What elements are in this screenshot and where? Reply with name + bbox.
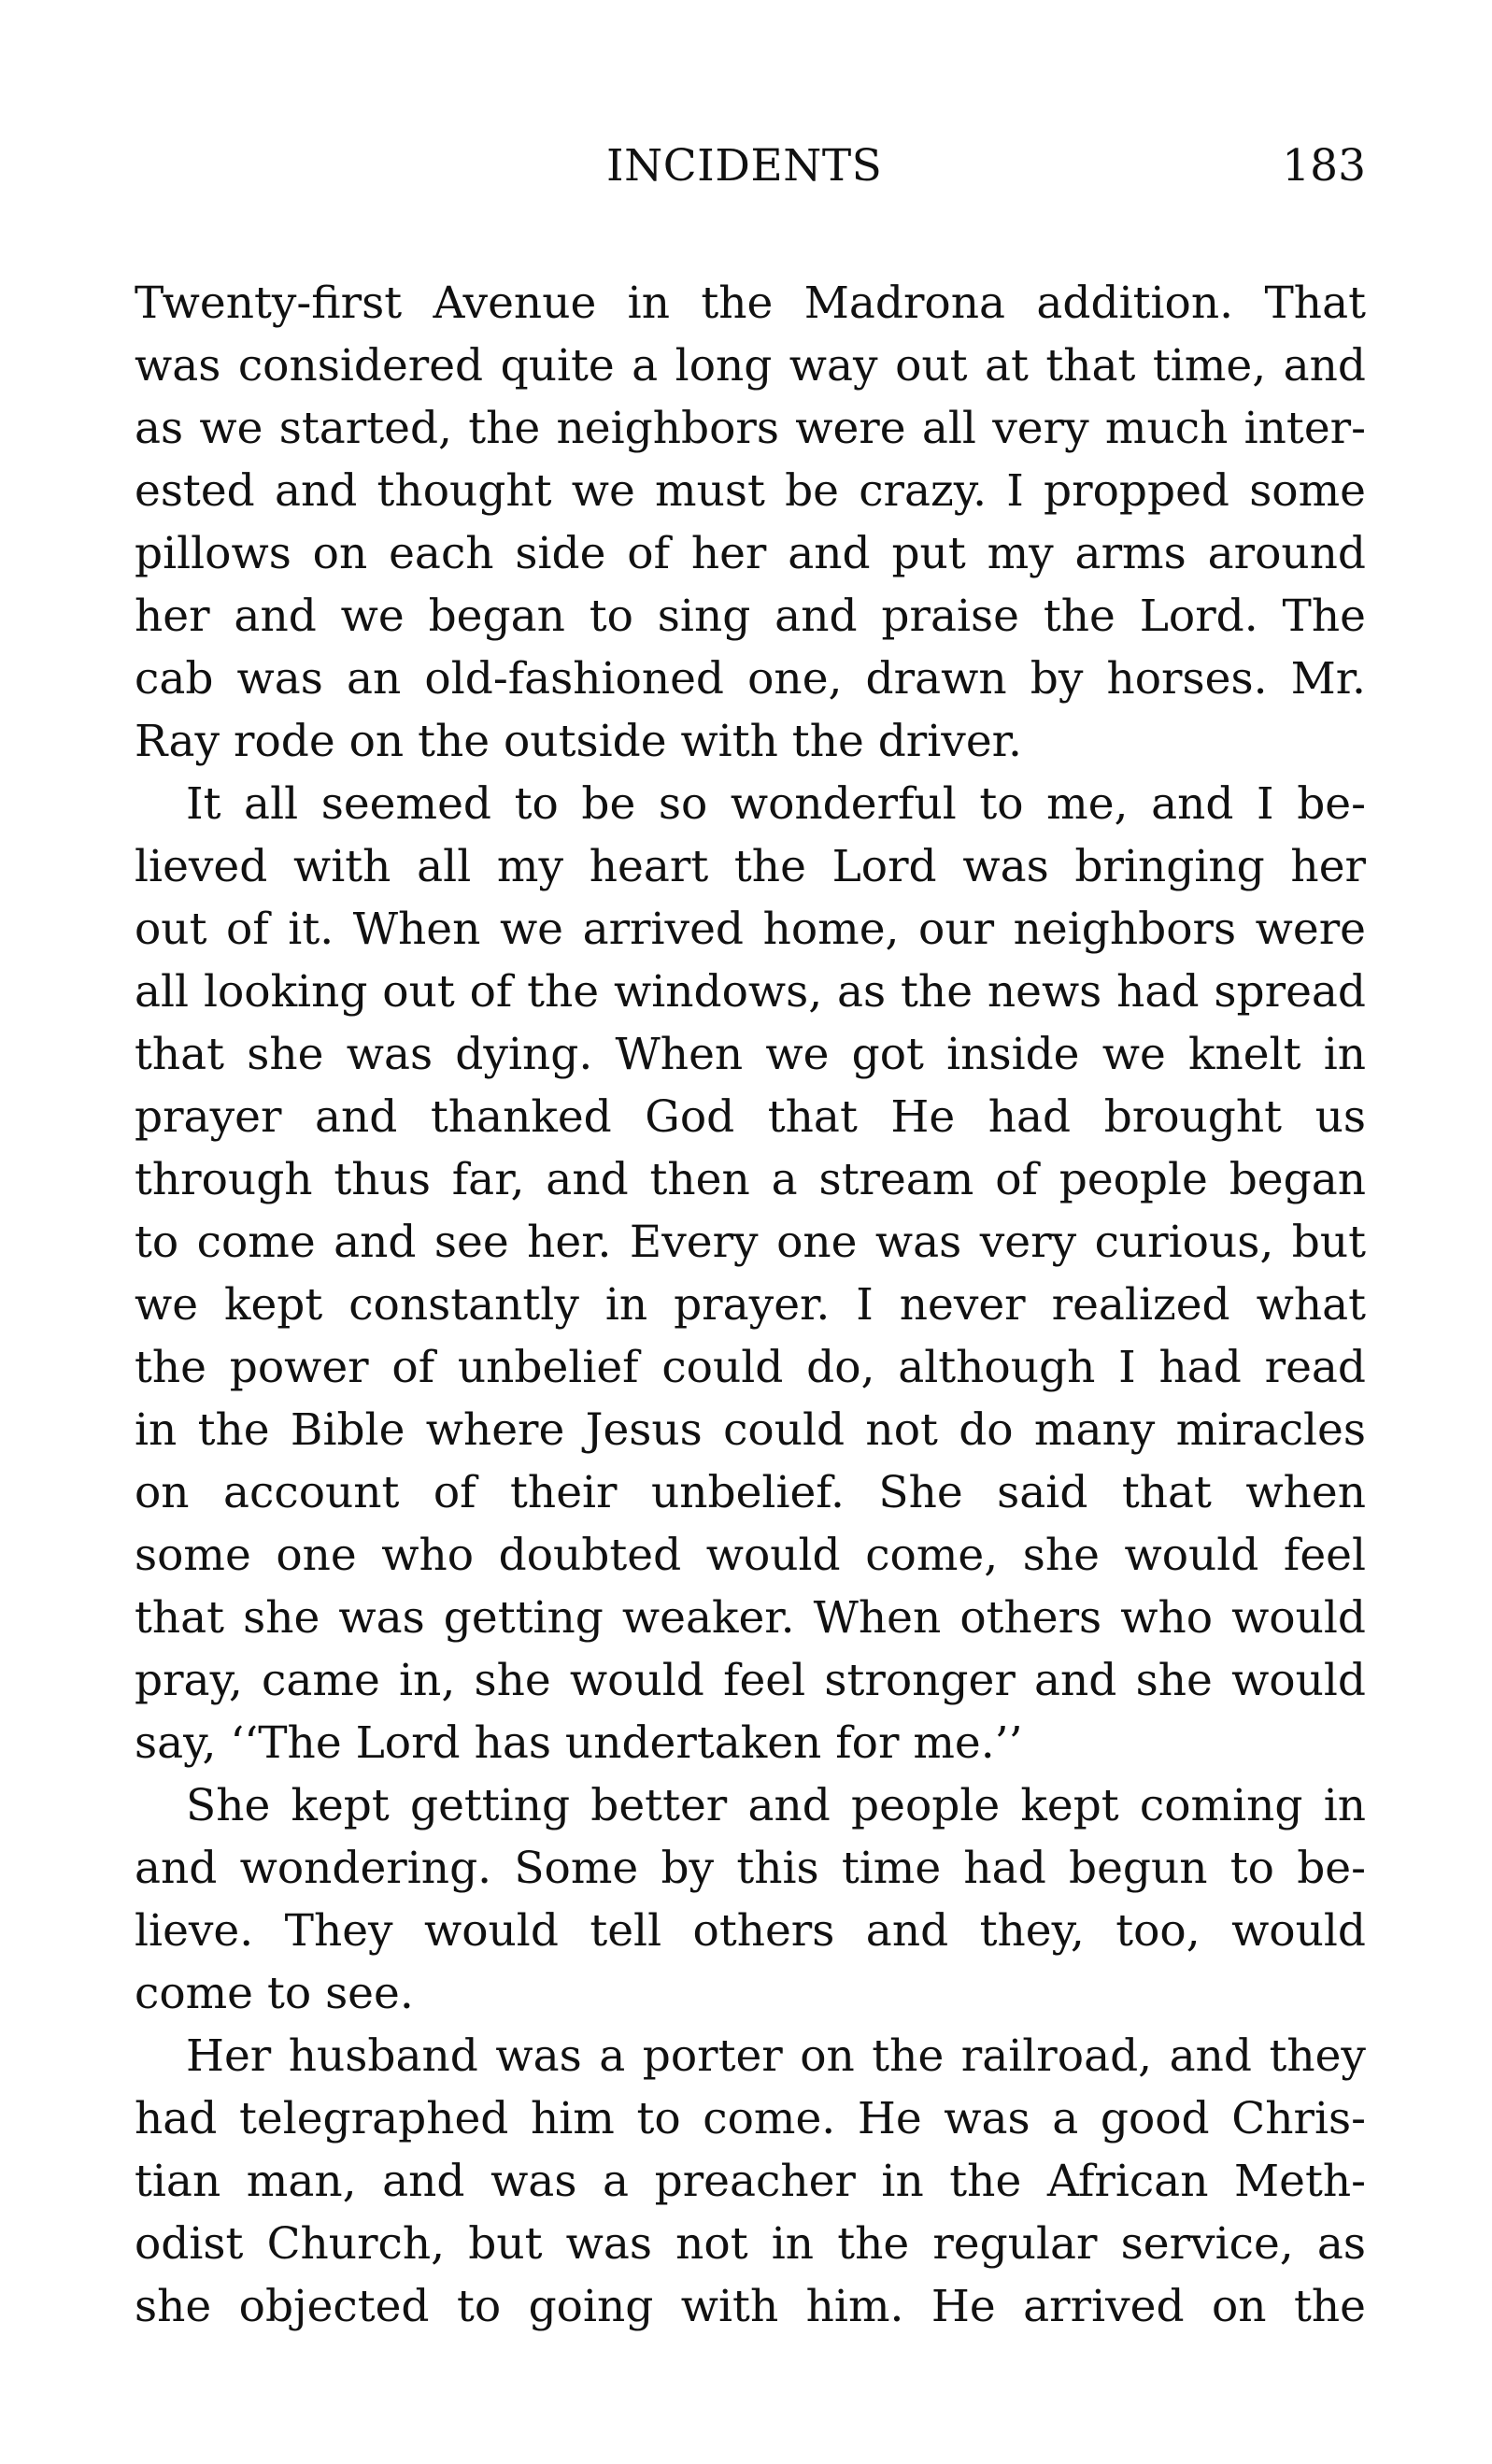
text-line: prayer and thanked God that He had brought us [135, 1091, 1366, 1143]
text-line: and wondering. Some by this time had begun to be- [135, 1843, 1366, 1894]
paragraph-start-line: It all seemed to be so wonderful to me, and I be- [186, 778, 1366, 830]
text-line: she objected to going with him. He arrived on the [135, 2281, 1366, 2332]
book-page [135, 140, 1366, 2338]
text-line: in the Bible where Jesus could not do many miracles [135, 1404, 1366, 1456]
text-line: to come and see her. Every one was very curious, but [135, 1217, 1366, 1268]
text-line: out of it. When we arrived home, our neighbors were [135, 904, 1366, 955]
text-line: ested and thought we must be crazy. I propped some [135, 465, 1366, 517]
text-line: pillows on each side of her and put my arms around [135, 528, 1366, 579]
text-line: odist Church, but was not in the regular service, as [135, 2218, 1366, 2270]
text-line: that she was dying. When we got inside we knelt in [135, 1029, 1366, 1080]
body-text [135, 272, 1366, 2338]
page-header [135, 140, 1366, 206]
paragraph-start-line: She kept getting better and people kept coming in [186, 1780, 1366, 1831]
text-line: was considered quite a long way out at that time, and [135, 340, 1366, 392]
paragraph-start-line: Her husband was a porter on the railroad, and they [186, 2030, 1366, 2082]
text-line: all looking out of the windows, as the news had spread [135, 966, 1366, 1018]
text-line: the power of unbelief could do, although I had read [135, 1342, 1366, 1393]
text-line: as we started, the neighbors were all very much inter- [135, 403, 1366, 454]
text-line: say, ‘‘The Lord has undertaken for me.’’ [135, 1717, 1023, 1769]
text-line: on account of their unbelief. She said that when [135, 1467, 1366, 1518]
page-number: 183 [1282, 140, 1366, 192]
text-line: lieved with all my heart the Lord was bringing her [135, 841, 1366, 892]
text-line: some one who doubted would come, she would feel [135, 1530, 1366, 1581]
text-line: tian man, and was a preacher in the African Meth- [135, 2156, 1366, 2207]
text-line: had telegraphed him to come. He was a good Chris- [135, 2093, 1366, 2144]
text-line: Ray rode on the outside with the driver. [135, 716, 1022, 767]
text-line: her and we began to sing and praise the Lord. The [135, 591, 1366, 642]
text-line: pray, came in, she would feel stronger and she would [135, 1655, 1366, 1706]
text-line: come to see. [135, 1968, 414, 2019]
text-line: lieve. They would tell others and they, too, would [135, 1905, 1366, 1957]
running-head: INCIDENTS [606, 140, 883, 192]
text-line: cab was an old-fashioned one, drawn by horses. Mr. [135, 653, 1366, 705]
text-line: we kept constantly in prayer. I never realized what [135, 1279, 1366, 1331]
text-line: through thus far, and then a stream of people began [135, 1154, 1366, 1205]
text-line: Twenty-first Avenue in the Madrona addition. That [135, 278, 1366, 329]
text-line: that she was getting weaker. When others who would [135, 1592, 1366, 1644]
